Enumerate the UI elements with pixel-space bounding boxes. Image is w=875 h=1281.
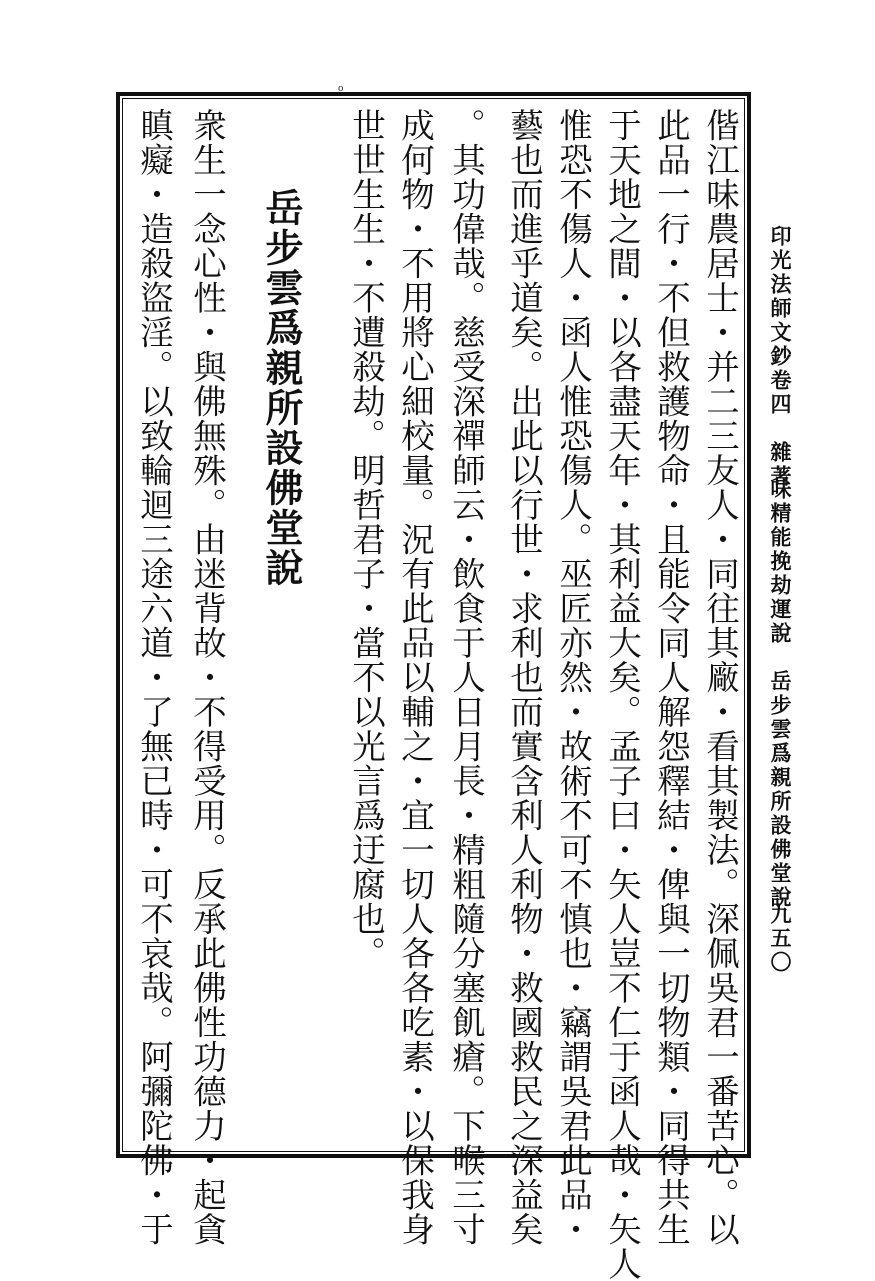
text-column-8: 世世生生・不遭殺劫。明哲君子・當不以光言爲迂腐也。 [346, 108, 386, 971]
text-column-4: 惟恐不傷人・函人惟恐傷人。巫匠亦然・故術不可不慎也・竊謂吳君此品・ [553, 108, 593, 1247]
text-column-2: 此品一行・不但救護物命・且能令同人解怨釋結・俾與一切物類・同得共生 [651, 108, 691, 1247]
text-column-1: 偕江味農居士・并二三友人・同往其廠・看其製法。深佩吳君一番苦心。以 [700, 108, 740, 1247]
text-column-6: 。其功偉哉。慈受深禪師云・飲食于人日月長・精粗隨分塞飢瘡。下喉三寸 [446, 108, 486, 1247]
second-text-column-1: 衆生一念心性・與佛無殊。由迷背故・不得受用。反承此佛性功德力・起貪 [187, 108, 227, 1247]
text-column-7: 成何物・不用將心細校量。況有此品以輔之・宜一切人各各吃素・以保我身 [395, 108, 435, 1247]
running-header-section-titles: 味精能挽劫運說 岳步雲爲親所設佛堂說 [768, 478, 793, 910]
text-column-3: 于天地之間・以各盡天年・其利益大矣。孟子曰・矢人豈不仁于函人哉・矢人 [602, 108, 642, 1281]
page-number: 九五〇 [768, 903, 793, 975]
text-column-5: 藝也而進乎道矣。出此以行世・求利也而實含利人利物・救國救民之深益矣 [504, 108, 544, 1247]
article-title: 岳步雲爲親所設佛堂說 [259, 188, 304, 588]
second-text-column-2: 瞋癡・造殺盜淫。以致輪迴三途六道・了無已時・可不哀哉。阿彌陀佛・于 [134, 108, 174, 1247]
top-mark: o [338, 84, 344, 94]
running-header-book-title: 印光法師文鈔卷四 雜著 [768, 225, 793, 489]
